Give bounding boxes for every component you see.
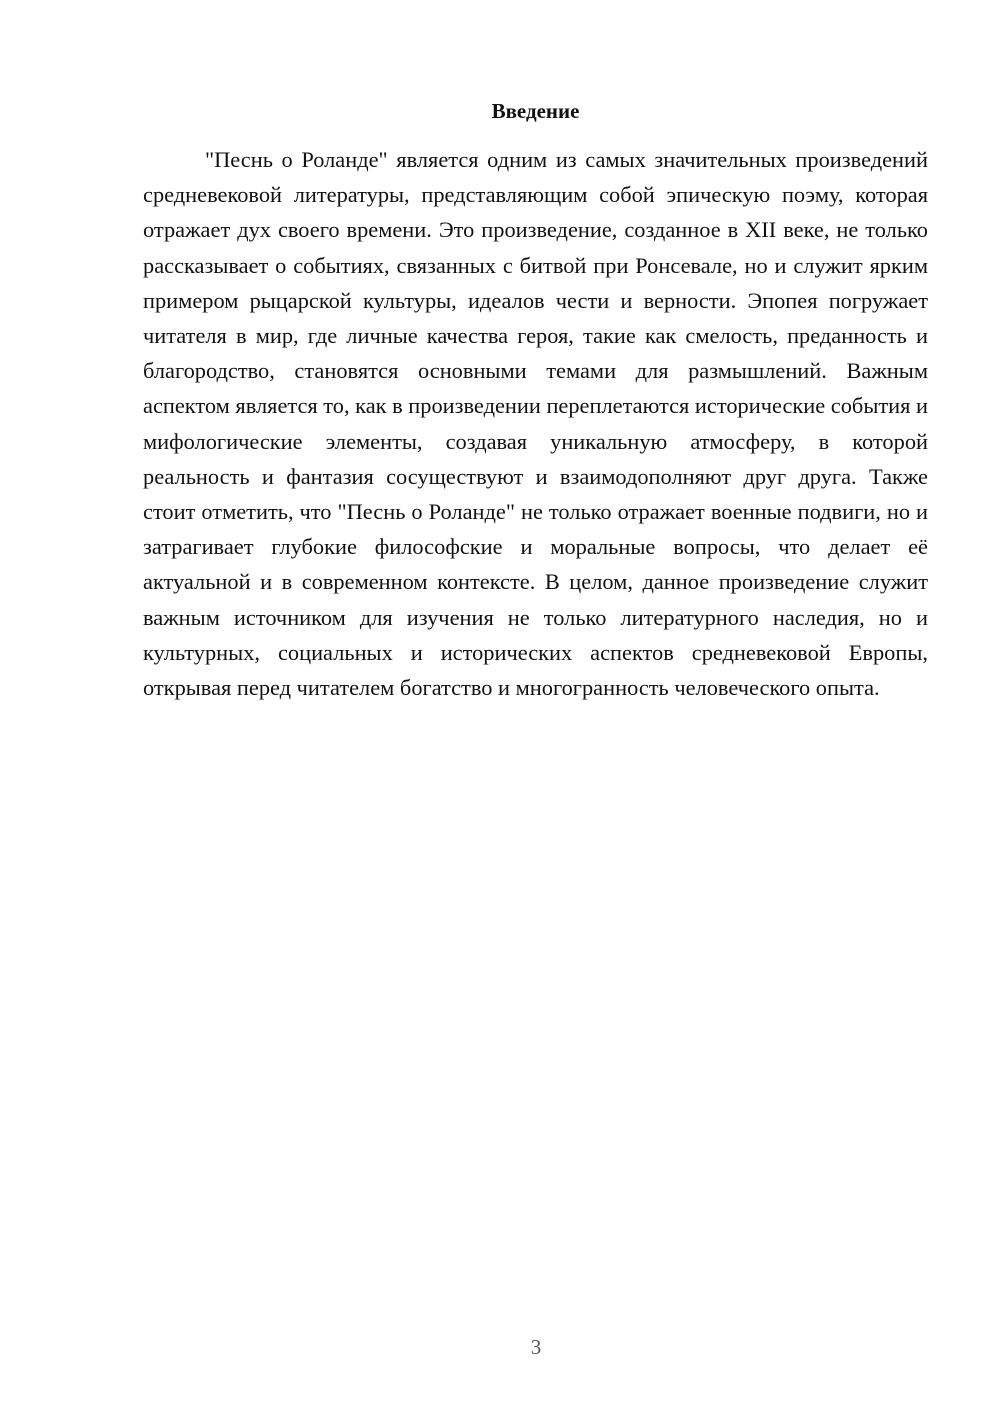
body-paragraph: "Песнь о Роланде" является одним из самых значительных произведений средневековой литературы, представляющим собой эпическую поэму, которая отражает дух своего времени. Это произведение, созданное в XII веке, не только рассказывает о событиях, связанных с битвой при Ронсевале, но и служит ярким примером рыцарской культуры, идеалов чести и верности. Эпопея погружает читателя в мир, где личные качества героя, такие как смелость, преданность и благородство, становятся основными темами для размышлений. Важным аспектом является то, как в произведении переплетаются исторические события и мифологические элементы, создавая уникальную атмосферу, в которой реальность и фантазия сосуществуют и взаимодополняют друг друга. Также стоит отметить, что "Песнь о Роланде" не только отражает военные подвиги, но и затрагивает глубокие философские и моральные вопросы, что делает её актуальной и в современном контексте. В целом, данное произведение служит важным источником для изучения не только литературного наследия, но и культурных, социальных и исторических аспектов средневековой Европы, открывая перед читателем богатство и многогранность человеческого опыта. [143, 147, 929, 701]
page-title: Введение [491, 99, 580, 123]
page-number: 3 [530, 1335, 542, 1359]
